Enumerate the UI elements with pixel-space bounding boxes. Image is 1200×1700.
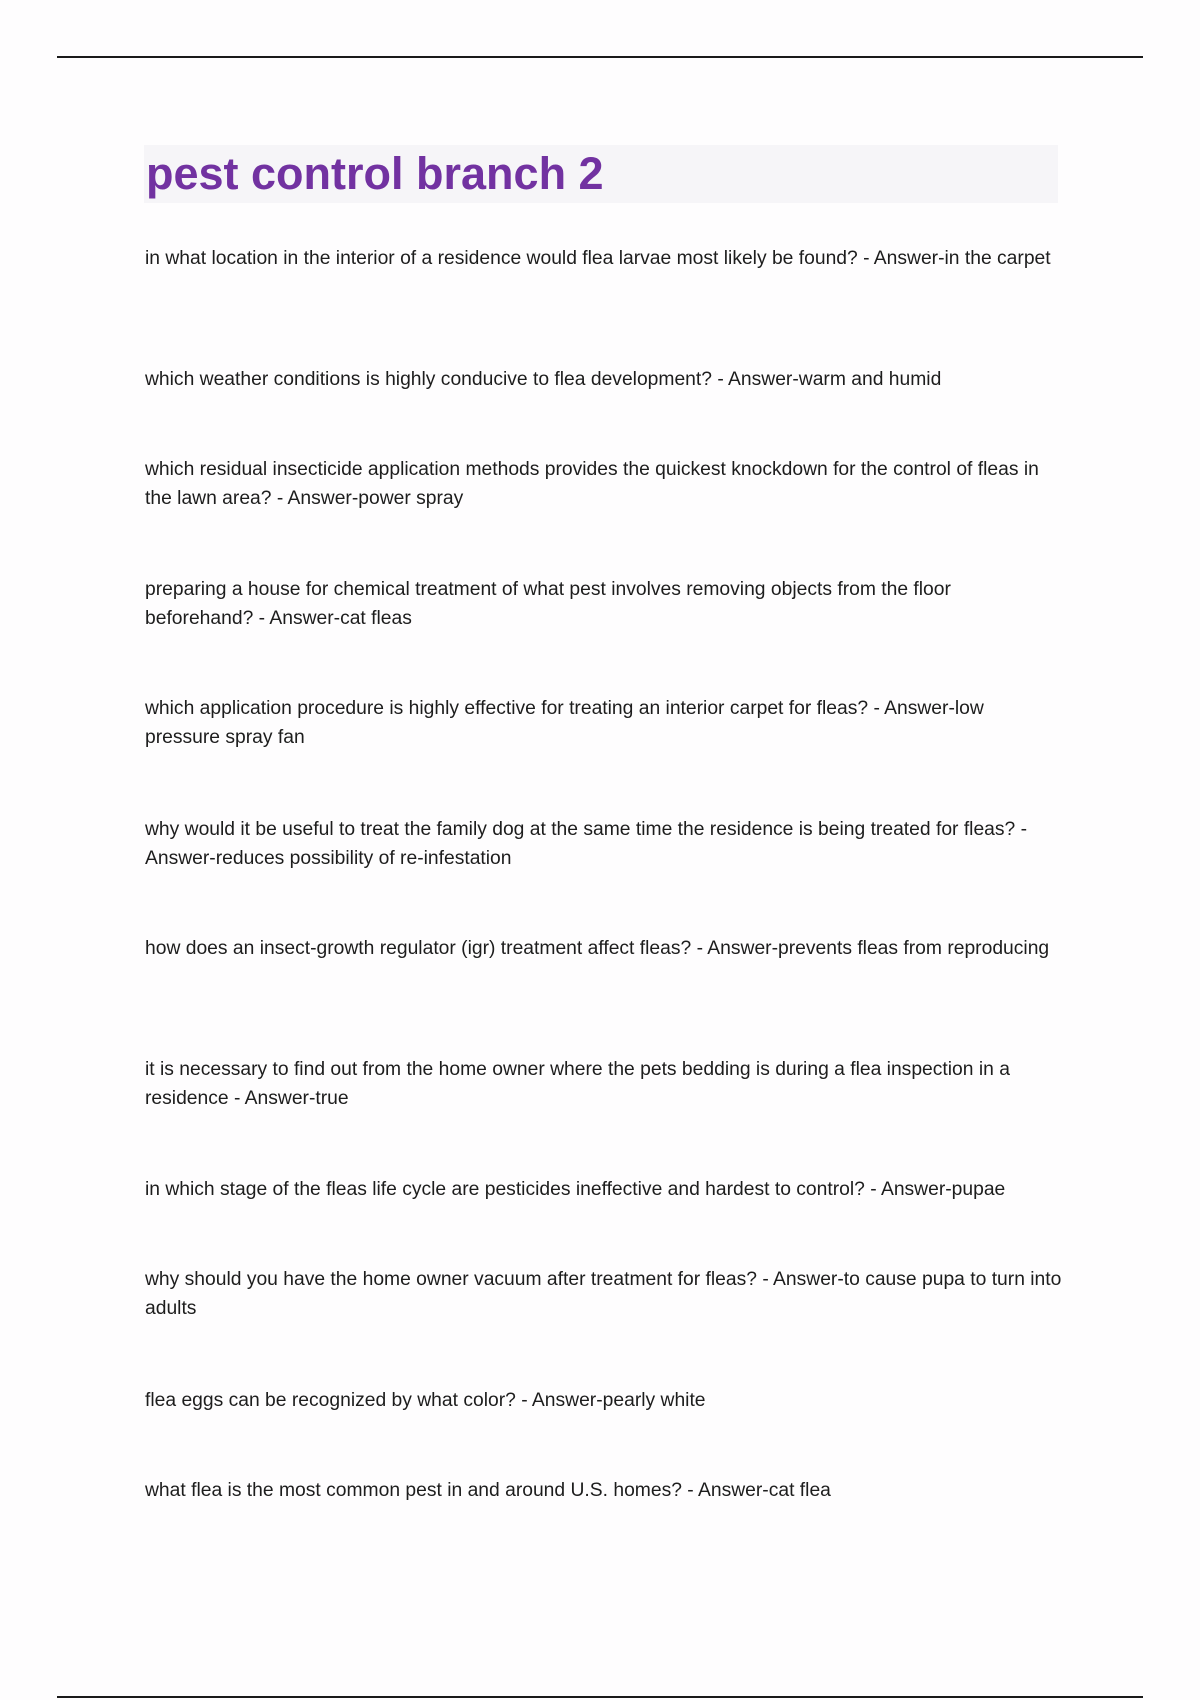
page-title: pest control branch 2: [146, 148, 604, 199]
qa-item: flea eggs can be recognized by what color? - Answer-pearly white: [145, 1390, 706, 1411]
footer-rule: [57, 1696, 1143, 1698]
header-rule: [57, 56, 1143, 58]
qa-item: why should you have the home owner vacuum after treatment for fleas? - Answer-to cause pupa to turn into adults: [145, 1269, 1062, 1319]
qa-item: how does an insect-growth regulator (igr) treatment affect fleas? - Answer-prevents fleas from reproducing: [145, 938, 1050, 959]
qa-item: it is necessary to find out from the home owner where the pets bedding is during a flea inspection in a residence - Answer-true: [145, 1059, 1010, 1109]
qa-item: which application procedure is highly effective for treating an interior carpet for fleas? - Answer-low pressure spray fan: [145, 698, 984, 748]
qa-item: in which stage of the fleas life cycle are pesticides ineffective and hardest to control? - Answer-pupae: [145, 1179, 1006, 1200]
qa-item: preparing a house for chemical treatment of what pest involves removing objects from the floor beforehand? - Answer-cat fleas: [145, 579, 951, 629]
qa-item: which residual insecticide application methods provides the quickest knockdown for the control of fleas in the lawn area? - Answer-power spray: [145, 459, 1039, 509]
qa-item: which weather conditions is highly conducive to flea development? - Answer-warm and humid: [145, 369, 942, 390]
qa-item: why would it be useful to treat the family dog at the same time the residence is being treated for fleas? - Answer-reduces possibility of re-infestation: [145, 819, 1028, 869]
qa-item: what flea is the most common pest in and around U.S. homes? - Answer-cat flea: [145, 1480, 831, 1501]
qa-item: in what location in the interior of a residence would flea larvae most likely be found? - Answer-in the carpet: [145, 248, 1051, 269]
